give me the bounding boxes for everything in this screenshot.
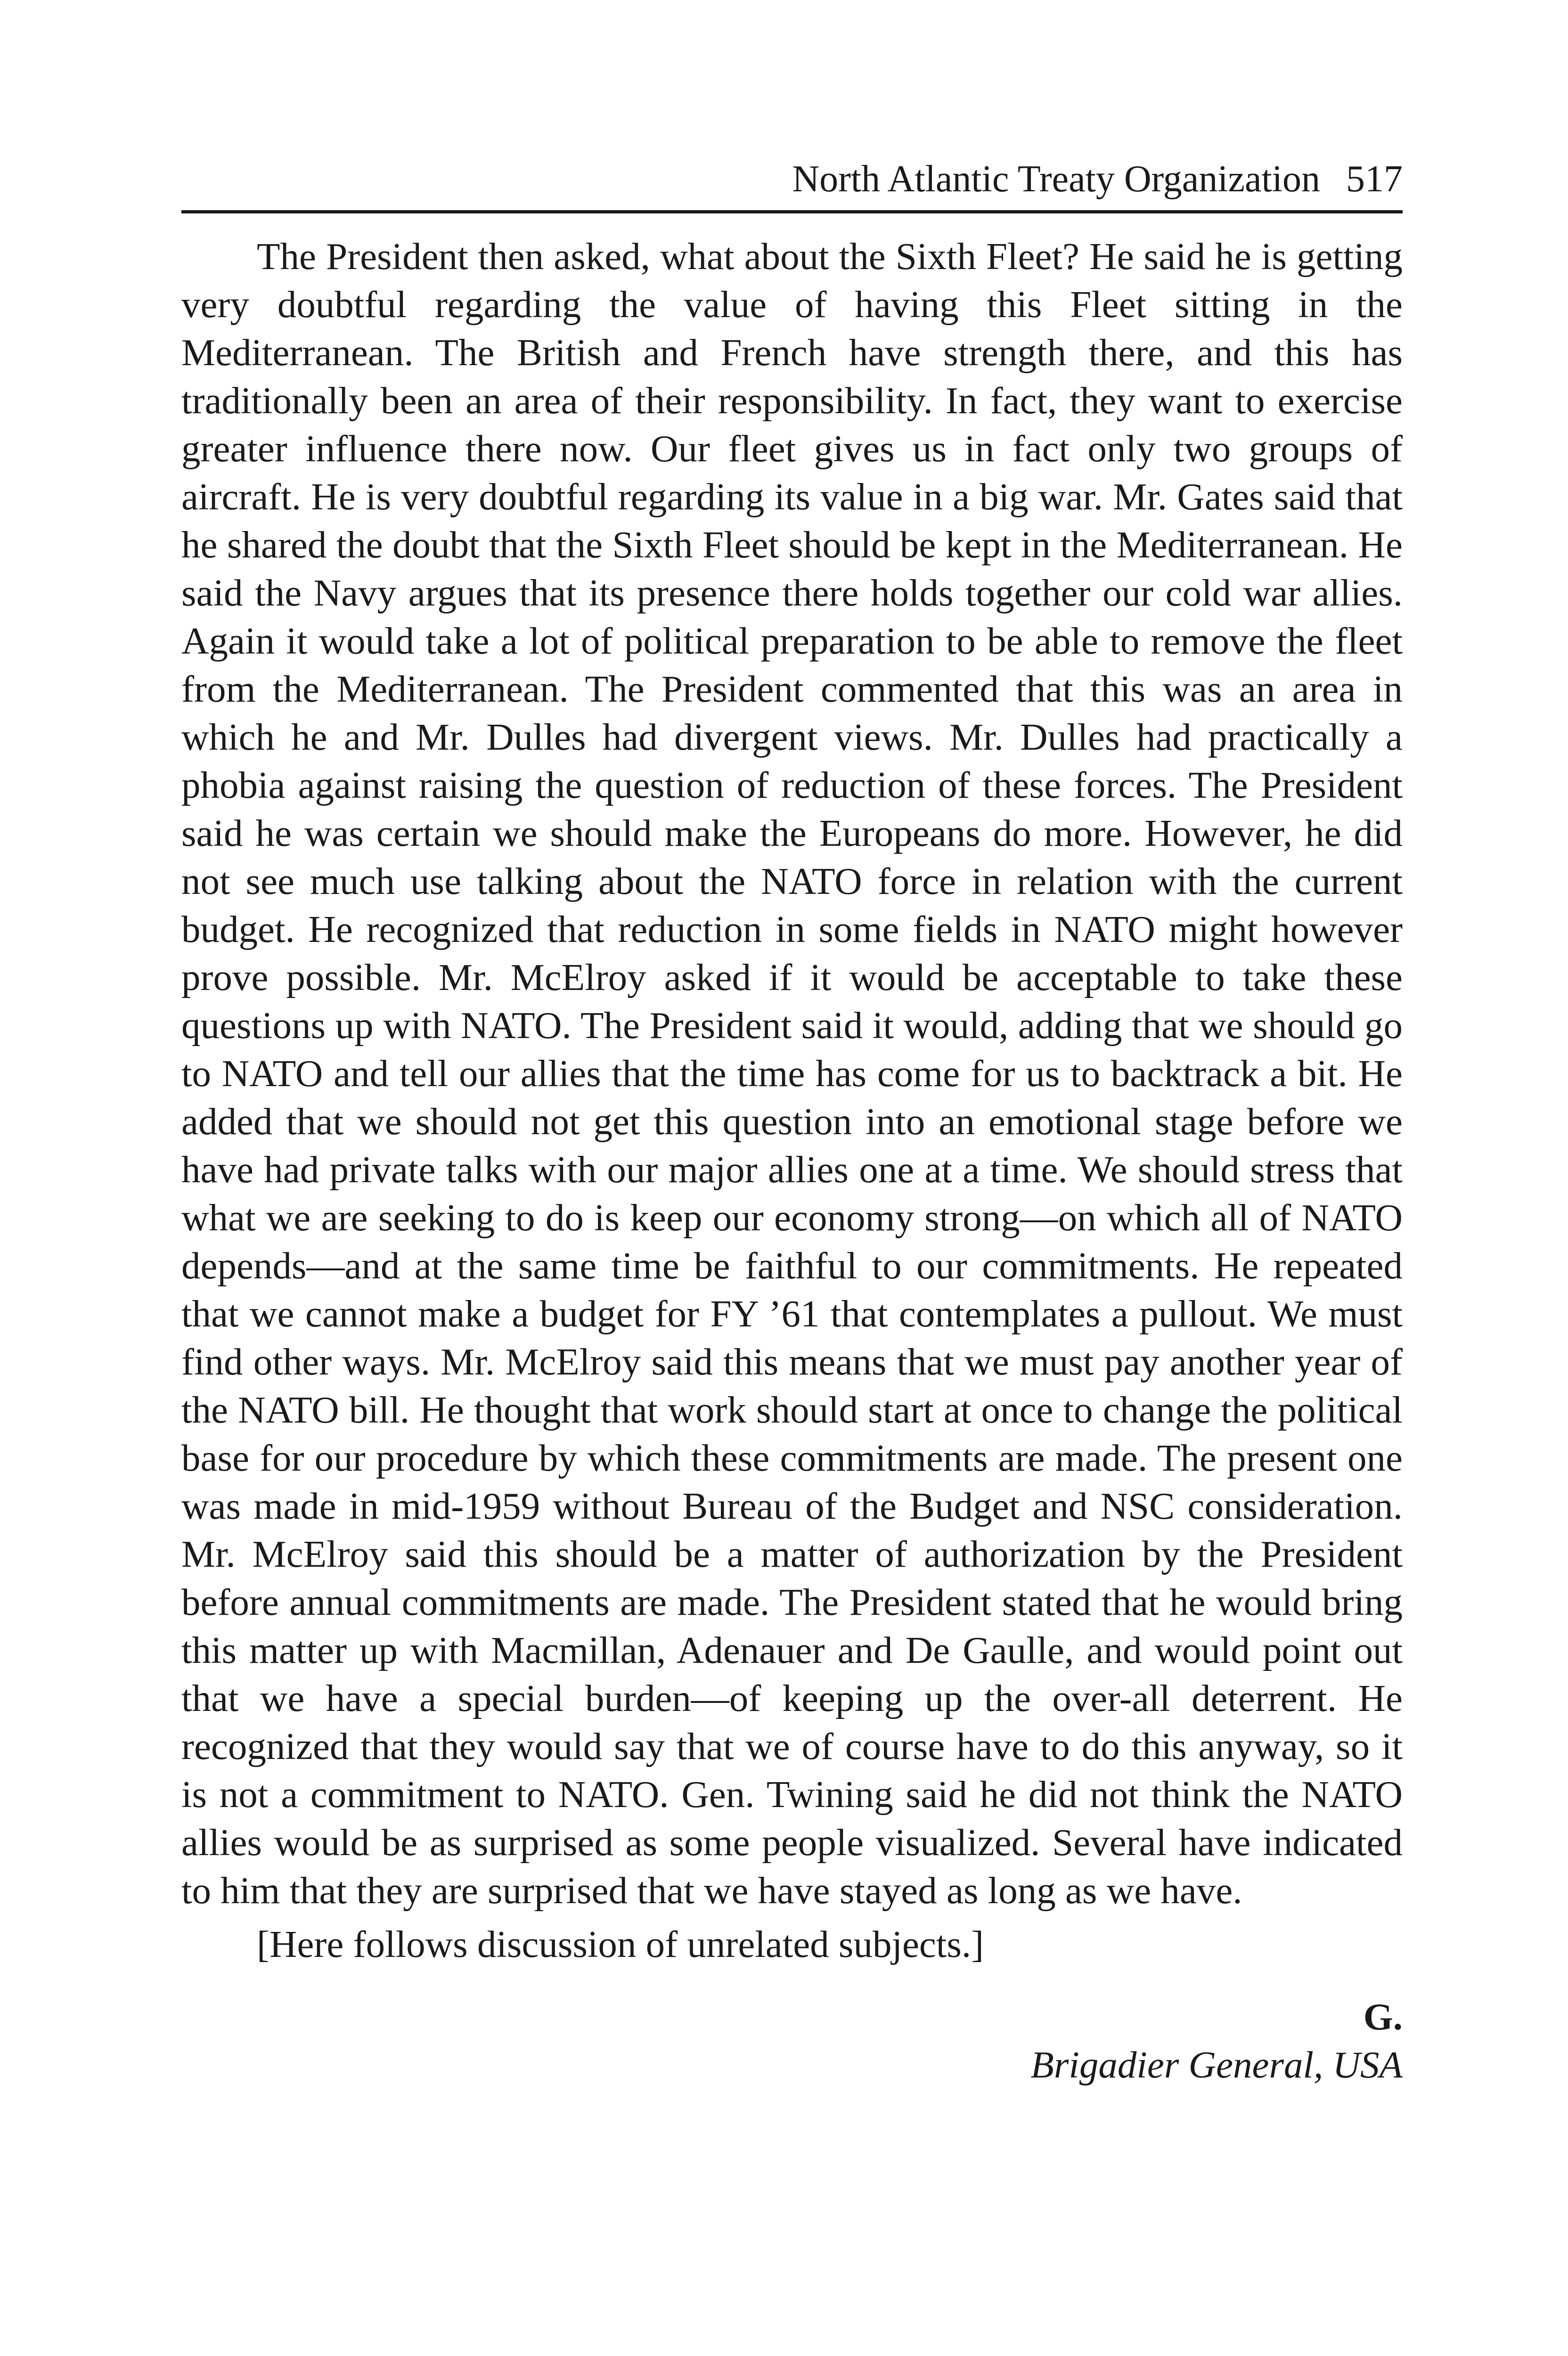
paragraph-main: The President then asked, what about the Sixth Fleet? He said he is getting very doubtful regarding the value of having this Fleet sitting in the Mediterranean. The British and French have strength there, and this has traditionally been an area of their responsibility. In fact, they want to exercise greater influence there now. Our fleet gives us in fact only two groups of aircraft. He is very doubtful regarding its value in a big war. Mr. Gates said that he shared the doubt that the Sixth Fleet should be kept in the Mediterranean. He said the Navy argues that its presence there holds together our cold war allies. Again it would take a lot of political preparation to be able to remove the fleet from the Mediterranean. The President commented that this was an area in which he and Mr. Dulles had divergent views. Mr. Dulles had practically a phobia against raising the question of reduction of these forces. The President said he was certain we should make the Europeans do more. However, he did not see much use talking about the NATO force in relation with the current budget. He recognized that reduction in some fields in NATO might however prove possible. Mr. McElroy asked if it would be acceptable to take these questions up with NATO. The President said it would, adding that we should go to NATO and tell our allies that the time has come for us to backtrack a bit. He added that we should not get this question into an emotional stage before we have had private talks with our major allies one at a time. We should stress that what we are seeking to do is keep our economy strong—on which all of NATO depends—and at the same time be faithful to our commitments. He repeated that we cannot make a budget for FY ’61 that contemplates a pullout. We must find other ways. Mr. McElroy said this means that we must pay another year of the NATO bill. He thought that work should start at once to change the political base for our procedure by which these commitments are made. The present one was made in mid-1959 without Bureau of the Budget and NSC consideration. Mr. McElroy said this should be a matter of authorization by the President before annual commitments are made. The President stated that he would bring this matter up with Macmillan, Adenauer and De Gaulle, and would point out that we have a special burden—of keeping up the over-all deterrent. He recognized that they would say that we of course have to do this anyway, so it is not a commitment to NATO. Gen. Twining said he did not think the NATO allies would be as surprised as some people visualized. Several have indicated to him that they are surprised that we have stayed as long as we have. (181, 235, 1403, 1912)
paragraph-editorial-note: [Here follows discussion of unrelated subjects.] (257, 1923, 984, 1965)
document-page (181, 160, 1403, 2089)
header-rule (181, 210, 1403, 213)
page-number: 517 (1346, 158, 1403, 200)
header-title: North Atlantic Treaty Organization (792, 158, 1320, 200)
signature-initial: G. (1363, 1996, 1403, 2038)
signature-rank: Brigadier General, USA (1030, 2044, 1403, 2086)
running-header (181, 160, 1403, 203)
body-text (181, 232, 1403, 1968)
signature-block (181, 1993, 1403, 2089)
